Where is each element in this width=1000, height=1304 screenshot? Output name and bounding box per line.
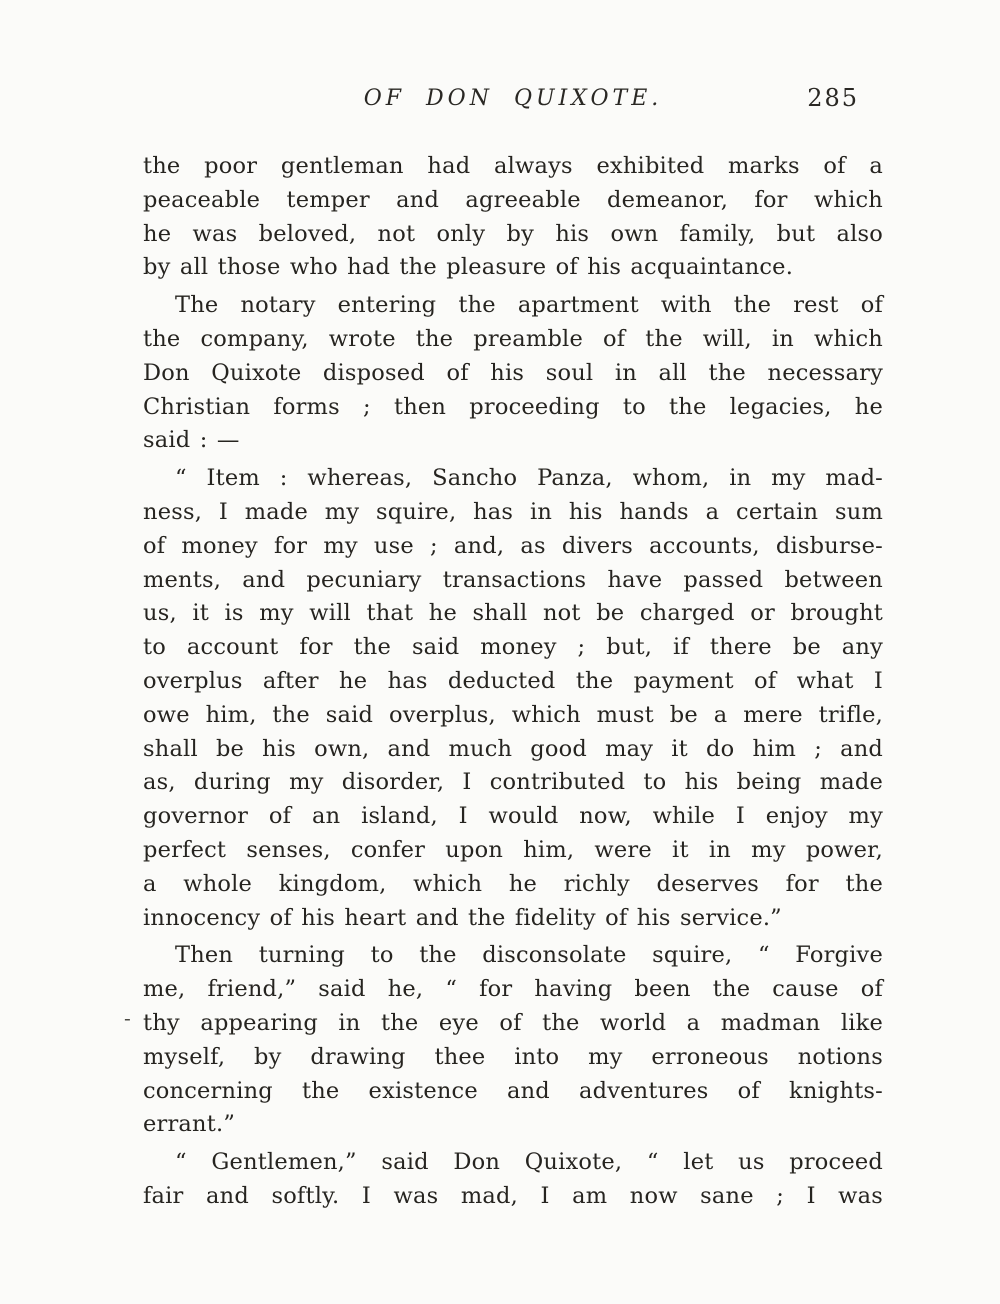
text-line: peaceable temper and agreeable demeanor, for which [143,186,883,213]
text-line: to account for the said money ; but, if there be any [143,634,883,661]
text-line: said : — [143,427,240,454]
page-header [143,86,883,120]
text-line: of money for my use ; and, as divers accounts, disburse- [143,532,883,559]
text-line: “ Gentlemen,” said Don Quixote, “ let us proceed [175,1149,883,1176]
text-line: as, during my disorder, I contributed to his being made [143,769,883,796]
text-line: The notary entering the apartment with the rest of [175,292,883,319]
text-line: owe him, the said overplus, which must be a mere trifle, [143,701,883,728]
paragraph [143,289,883,458]
text-line: a whole kingdom, which he richly deserves for the [143,870,883,897]
paragraph [143,462,883,935]
text-line: errant.” [143,1111,236,1138]
paragraph [143,1146,883,1214]
text-line: ness, I made my squire, has in his hands a certain sum [143,498,883,525]
text-line: thy appearing in the eye of the world a madman like [143,1009,883,1036]
text-line: fair and softly. I was mad, I am now sane ; I was [143,1182,883,1209]
text-line: Christian forms ; then proceeding to the legacies, he [143,393,883,420]
paragraph [143,150,883,285]
page-body [143,150,883,1214]
text-line: ments, and pecuniary transactions have passed between [143,566,883,593]
paragraph [143,939,883,1142]
text-line: shall be his own, and much good may it do him ; and [143,735,883,762]
text-line: perfect senses, confer upon him, were it in my power, [143,836,883,863]
text-line: us, it is my will that he shall not be charged or brought [143,600,883,627]
text-line: by all those who had the pleasure of his acquaintance. [143,254,794,281]
text-line: overplus after he has deducted the payment of what I [143,667,883,694]
text-line: he was beloved, not only by his own family, but also [143,220,883,247]
text-line: concerning the existence and adventures of knights- [143,1077,883,1104]
running-head: OF DON QUIXOTE. [363,86,663,111]
text-line: “ Item : whereas, Sancho Panza, whom, in my mad- [175,465,883,492]
text-line: innocency of his heart and the fidelity of his service.” [143,904,782,931]
text-line: Don Quixote disposed of his soul in all the necessary [143,359,883,386]
text-line: me, friend,” said he, “ for having been the cause of [143,976,883,1003]
page-number: 285 [807,84,859,112]
text-line: myself, by drawing thee into my erroneous notions [143,1043,883,1070]
text-line: the poor gentleman had always exhibited marks of a [143,153,883,179]
scan-artifact-mark: - [124,1006,131,1030]
text-line: governor of an island, I would now, while I enjoy my [143,803,883,830]
text-line: Then turning to the disconsolate squire, “ Forgive [175,942,883,969]
text-line: the company, wrote the preamble of the will, in which [143,325,883,352]
